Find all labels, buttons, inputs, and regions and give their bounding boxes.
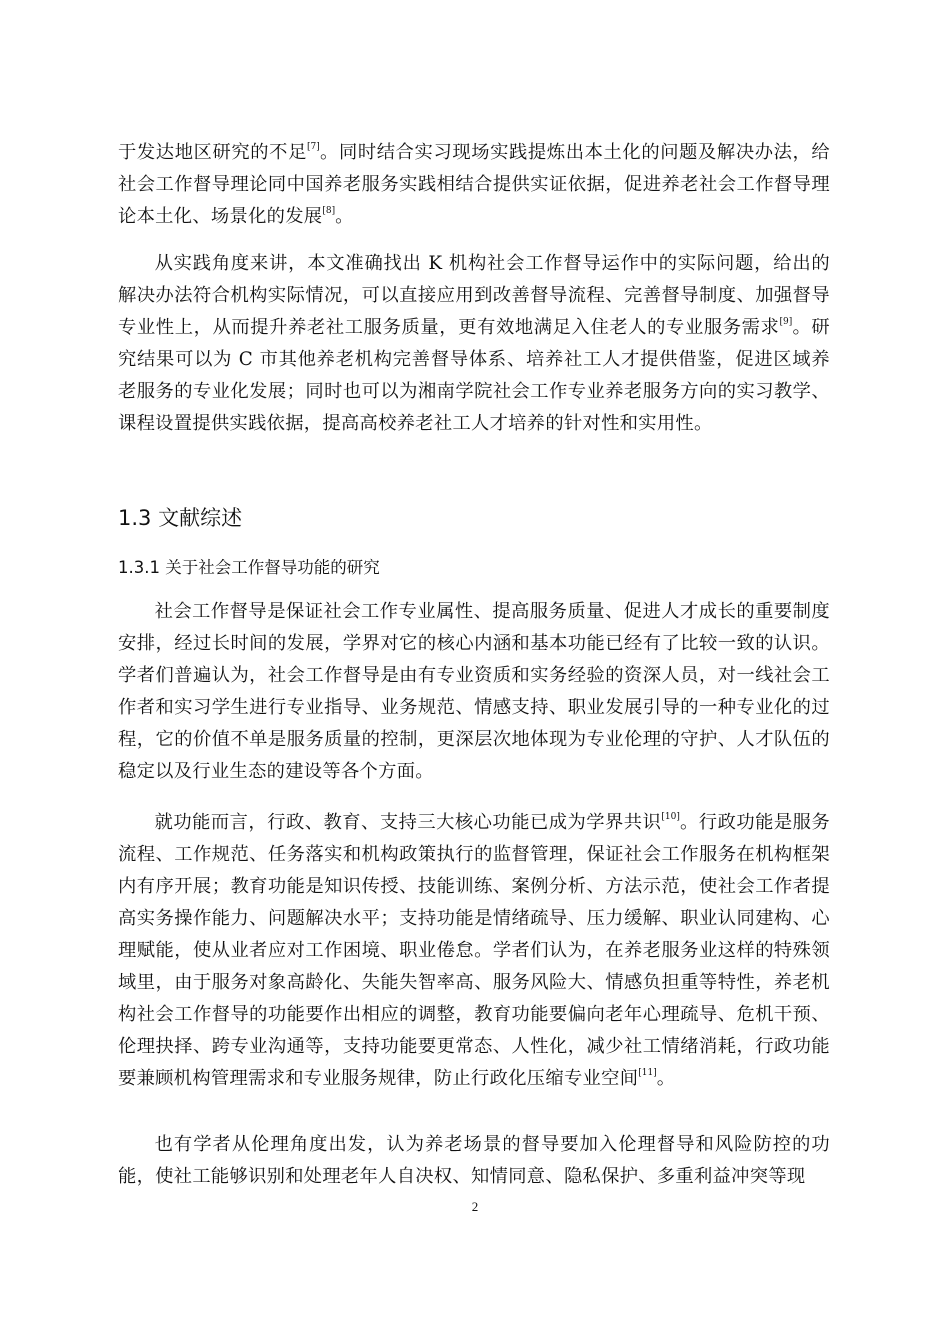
citation-marker: [8] — [322, 206, 336, 216]
paragraph-text: 。同时结合实习现场实践提炼出本土化的问题及解决办法，给社会工作督导理论同中国养老服务实践相结合提供实证依据，促进养老社会工作督导理论本土化、场景化的发展 — [118, 142, 830, 227]
citation-marker: [10] — [661, 812, 680, 822]
paragraph-supervision-definition: 社会工作督导是保证社会工作专业属性、提高服务质量、促进人才成长的重要制度安排，经过长时间的发展，学界对它的核心内涵和基本功能已经有了比较一致的认识。学者们普遍认为，社会工作督导是由有专业资质和实务经验的资深人员，对一线社会工作者和实习学生进行专业指导、业务规范、情感支持、职业发展引导的一种专业化的过程，它的价值不单是服务质量的控制，更深层次地体现为专业伦理的守护、人才队伍的稳定以及行业生态的建设等各个方面。 — [118, 601, 830, 782]
paragraph-research-significance-theory — [118, 137, 830, 233]
citation-marker: [7] — [306, 142, 320, 152]
paragraph-text: 。 — [335, 206, 354, 227]
paragraph-research-significance-practice — [118, 248, 830, 440]
subsection-heading: 1.3.1 关于社会工作督导功能的研究 — [118, 558, 380, 577]
section-heading: 1.3 文献综述 — [118, 506, 243, 530]
paragraph-text: 就功能而言，行政、教育、支持三大核心功能已成为学界共识 — [154, 812, 662, 833]
paragraph-text: 。研究结果可以为 C 市其他养老机构完善督导体系、培养社工人才提供借鉴，促进区域养老服务的专业化发展；同时也可以为湘南学院社会工作专业养老服务方向的实习教学、课程设置提供实践依据，提高高校养老社工人才培养的针对性和实用性。 — [118, 317, 831, 434]
paragraph-text: 从实践角度来讲，本文准确找出 K 机构社会工作督导运作中的实际问题，给出的解决办法符合机构实际情况，可以直接应用到改善督导流程、完善督导制度、加强督导专业性上，从而提升养老社工服务质量，更有效地满足入住老人的专业服务需求 — [118, 253, 830, 338]
paragraph-text: 于发达地区研究的不足 — [118, 142, 307, 163]
page-number: 2 — [471, 1199, 479, 1214]
paragraph-text: 。行政功能是服务流程、工作规范、任务落实和机构政策执行的监督管理，保证社会工作服务在机构框架内有序开展；教育功能是知识传授、技能训练、案例分析、方法示范，使社会工作者提高实务操作能力、问题解决水平；支持功能是情绪疏导、压力缓解、职业认同建构、心理赋能，使从业者应对工作困境、职业倦怠。学者们认为，在养老服务业这样的特殊领域里，由于服务对象高龄化、失能失智率高、服务风险大、情感负担重等特性，养老机构社会工作督导的功能要作出相应的调整，教育功能要偏向老年心理疏导、危机干预、伦理抉择、跨专业沟通等，支持功能要更常态、人性化，减少社工情绪消耗，行政功能要兼顾机构管理需求和专业服务规律，防止行政化压缩专业空间 — [118, 812, 830, 1089]
paragraph-text: 。 — [656, 1068, 676, 1089]
citation-marker: [9] — [779, 317, 793, 327]
paragraph-supervision-functions — [118, 807, 830, 1095]
paragraph-ethics-supervision: 也有学者从伦理角度出发，认为养老场景的督导要加入伦理督导和风险防控的功能，使社工能够识别和处理老年人自决权、知情同意、隐私保护、多重利益冲突等现 — [118, 1134, 830, 1187]
citation-marker: [11] — [638, 1068, 657, 1078]
